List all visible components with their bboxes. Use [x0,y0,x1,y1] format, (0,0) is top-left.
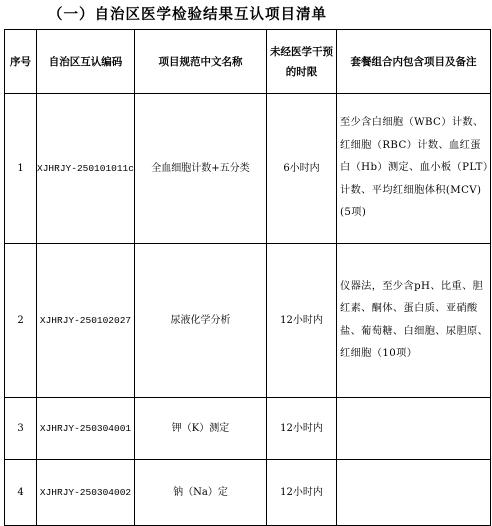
row-time-limit: 12小时内 [267,398,337,460]
row-time-limit: 12小时内 [267,244,337,398]
row-code: XJHRJY-250102027 [37,244,135,398]
header-seq: 序号 [5,30,37,94]
row-time-limit: 12小时内 [267,460,337,526]
row-code: XJHRJY-250304002 [37,460,135,526]
row-seq: 2 [5,244,37,398]
table-row [5,398,491,460]
header-remark: 套餐组合内包含项目及备注 [337,30,491,94]
row-code: XJHRJY-250304001 [37,398,135,460]
table-header-row [5,30,491,94]
row-time-limit: 6小时内 [267,94,337,244]
row-remark: 仪器法，至少含pH、比重、胆红素、酮体、蛋白质、亚硝酸盐、葡萄糖、白细胞、尿胆原、红细胞（10项） [337,244,491,398]
header-code: 自治区互认编码 [37,30,135,94]
row-seq: 4 [5,460,37,526]
row-seq: 3 [5,398,37,460]
row-code: XJHRJY-250101011c [37,94,135,244]
row-seq: 1 [5,94,37,244]
recognition-items-table [4,29,491,526]
row-name: 钾（K）测定 [135,398,267,460]
row-remark: 至少含白细胞（WBC）计数、红细胞（RBC）计数、血红蛋白（Hb）测定、血小板（PLT）计数、平均红细胞体积(MCV)(5项) [337,94,491,244]
row-name: 钠（Na）定 [135,460,267,526]
header-time-limit: 未经医学干预的时限 [267,30,337,94]
table-row [5,460,491,526]
row-name: 尿液化学分析 [135,244,267,398]
header-name: 项目规范中文名称 [135,30,267,94]
table-row [5,244,491,398]
row-remark [337,460,491,526]
document-title: （一）自治区医学检验结果互认项目清单 [48,7,327,23]
row-remark [337,398,491,460]
table-row [5,94,491,244]
row-name: 全血细胞计数+五分类 [135,94,267,244]
